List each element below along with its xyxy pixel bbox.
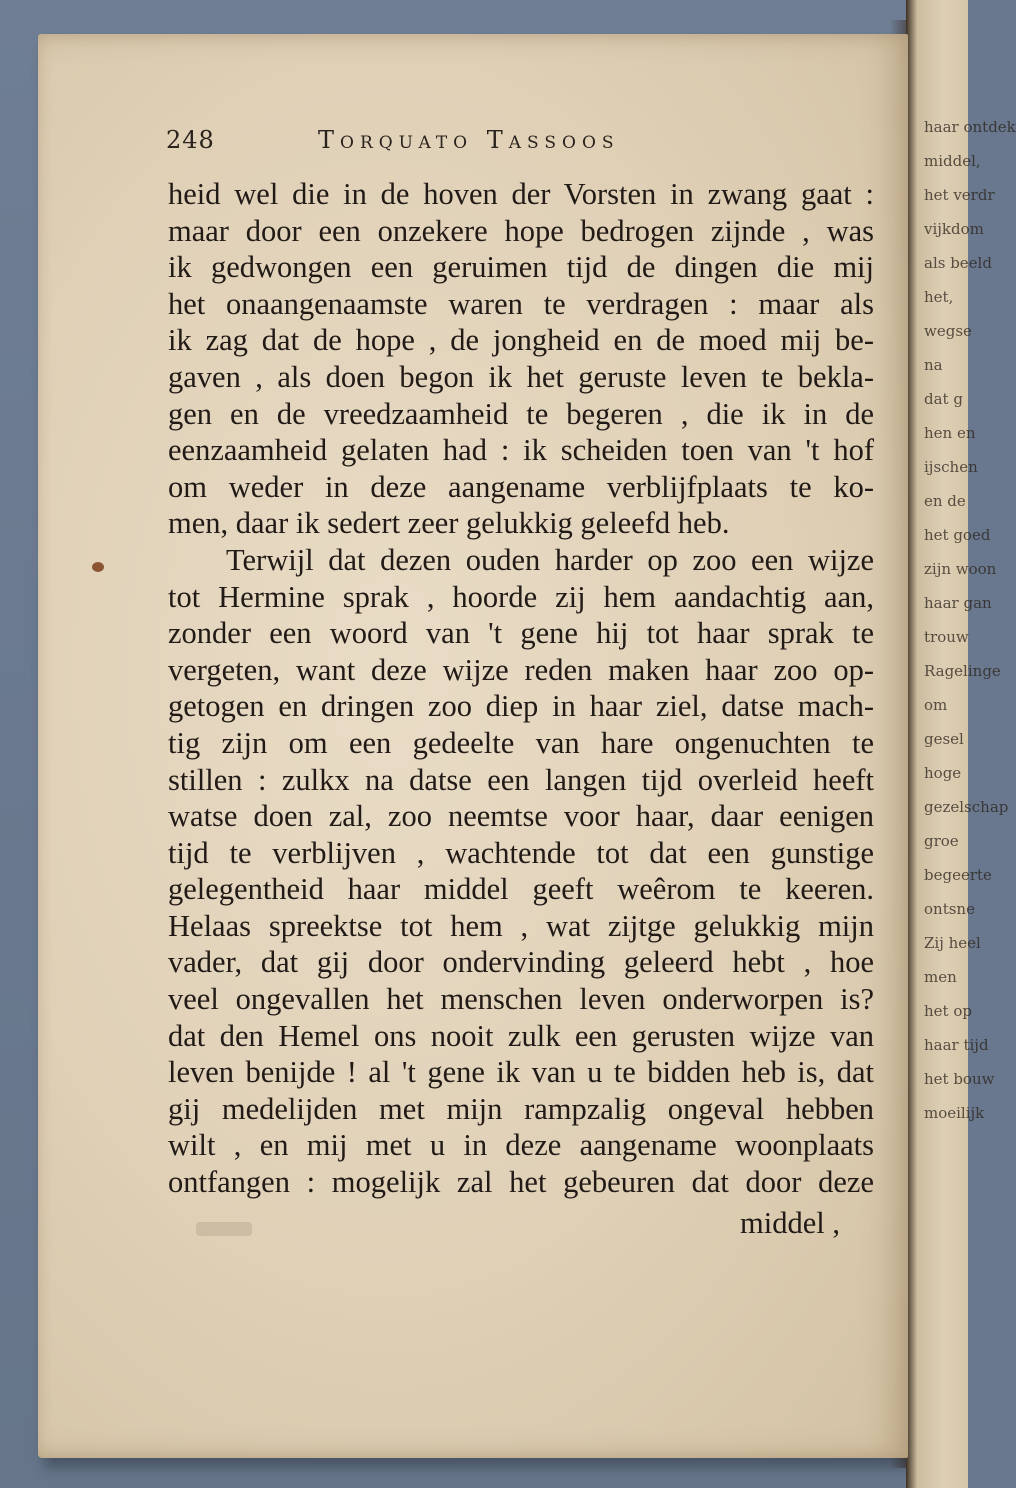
facing-page-text bbox=[924, 110, 1016, 1130]
text-line: tijd te verblijven , wachtende tot dat een gunstige bbox=[168, 835, 874, 870]
text-line: eenzaamheid gelaten had : ik scheiden toen van 't hof bbox=[168, 433, 874, 468]
faded-mark bbox=[196, 1222, 252, 1236]
facing-page-fragment: haar tijd bbox=[924, 1036, 989, 1054]
facing-page-fragment: om bbox=[924, 696, 948, 714]
facing-page-fragment: gesel bbox=[924, 730, 964, 748]
facing-page-fragment: ijschen bbox=[924, 458, 978, 476]
facing-page-fragment: het op bbox=[924, 1002, 972, 1020]
facing-page-fragment: haar gan bbox=[924, 594, 992, 612]
facing-page-fragment: Zij heel bbox=[924, 934, 981, 952]
text-line: vergeten, want deze wijze reden maken haar zoo op- bbox=[168, 652, 874, 687]
catchword: middel , bbox=[740, 1206, 840, 1240]
text-line: getogen en dringen zoo diep in haar ziel, datse mach- bbox=[168, 689, 874, 724]
text-line: gelegentheid haar middel geeft weêrom te keeren. bbox=[168, 872, 874, 907]
text-line: men, daar ik sedert zeer gelukkig geleefd heb. bbox=[168, 506, 730, 541]
facing-page-fragment: haar ontdek bbox=[924, 118, 1016, 136]
text-line: zonder een woord van 't gene hij tot haar sprak te bbox=[168, 616, 874, 651]
facing-page-edge bbox=[906, 0, 1016, 1488]
text-line: wilt , en mij met u in deze aangename woonplaats bbox=[168, 1128, 874, 1163]
facing-page-fragment: men bbox=[924, 968, 957, 986]
facing-page-fragment: hoge bbox=[924, 764, 962, 782]
facing-page-fragment: ontsne bbox=[924, 900, 975, 918]
facing-page-fragment: zijn woon bbox=[924, 560, 997, 578]
facing-page-fragment: het bouw bbox=[924, 1070, 995, 1088]
ink-stain bbox=[92, 562, 104, 572]
text-line: veel ongevallen het menschen leven onderworpen is? bbox=[168, 982, 874, 1017]
text-line: dat den Hemel ons nooit zulk een gerusten wijze van bbox=[168, 1018, 874, 1053]
text-line: maar door een onzekere hope bedrogen zijnde , was bbox=[168, 213, 874, 248]
text-line: het onaangenaamste waren te verdragen : maar als bbox=[168, 286, 874, 321]
facing-page-fragment: trouw bbox=[924, 628, 969, 646]
facing-page-fragment: hen en bbox=[924, 424, 976, 442]
running-head-title: Torquato Tassoos bbox=[318, 126, 620, 154]
facing-page-fragment: Ragelinge bbox=[924, 662, 1001, 680]
facing-page-fragment: groe bbox=[924, 832, 959, 850]
facing-page-fragment: middel, bbox=[924, 152, 981, 170]
body-text bbox=[168, 176, 874, 1201]
text-line: gaven , als doen begon ik het geruste leven te bekla- bbox=[168, 359, 874, 394]
facing-page-fragment: vijkdom bbox=[924, 220, 984, 238]
text-line: Terwijl dat dezen ouden harder op zoo een wijze bbox=[226, 542, 874, 577]
text-line: heid wel die in de hoven der Vorsten in zwang gaat : bbox=[168, 177, 874, 211]
text-line: gen en de vreedzaamheid te begeren , die ik in de bbox=[168, 396, 874, 431]
text-line: tot Hermine sprak , hoorde zij hem aandachtig aan, bbox=[168, 579, 874, 614]
running-head bbox=[166, 126, 866, 166]
text-line: vader, dat gij door ondervinding geleerd hebt , hoe bbox=[168, 945, 874, 980]
facing-page-fragment: het goed bbox=[924, 526, 991, 544]
text-line: om weder in deze aangename verblijfplaats te ko- bbox=[168, 469, 874, 504]
text-line: Helaas spreektse tot hem , wat zijtge gelukkig mijn bbox=[168, 908, 874, 943]
facing-page-fragment: dat g bbox=[924, 390, 963, 408]
facing-page-fragment: als beeld bbox=[924, 254, 992, 272]
text-line: ik zag dat de hope , de jongheid en de moed mij be- bbox=[168, 323, 874, 358]
facing-page-fragment: na bbox=[924, 356, 943, 374]
text-line: ik gedwongen een geruimen tijd de dingen die mij bbox=[168, 250, 874, 285]
facing-page-fragment: begeerte bbox=[924, 866, 992, 884]
text-line: tig zijn om een gedeelte van hare ongenuchten te bbox=[168, 725, 874, 760]
facing-page-fragment: moeilijk bbox=[924, 1104, 985, 1122]
facing-page-fragment: wegse bbox=[924, 322, 972, 340]
facing-page-fragment: en de bbox=[924, 492, 966, 510]
text-line: gij medelijden met mijn rampzalig ongeval hebben bbox=[168, 1091, 874, 1126]
facing-page-fragment: het, bbox=[924, 288, 954, 306]
text-line: stillen : zulkx na datse een langen tijd overleid heeft bbox=[168, 762, 874, 797]
text-line: ontfangen : mogelijk zal het gebeuren dat door deze bbox=[168, 1165, 874, 1200]
text-line: watse doen zal, zoo neemtse voor haar, daar eenigen bbox=[168, 799, 874, 834]
facing-page-fragment: het verdr bbox=[924, 186, 995, 204]
page-number: 248 bbox=[166, 126, 215, 154]
text-line: leven benijde ! al 't gene ik van u te bidden heb is, dat bbox=[168, 1055, 874, 1090]
facing-page-fragment: gezelschap bbox=[924, 798, 1009, 816]
